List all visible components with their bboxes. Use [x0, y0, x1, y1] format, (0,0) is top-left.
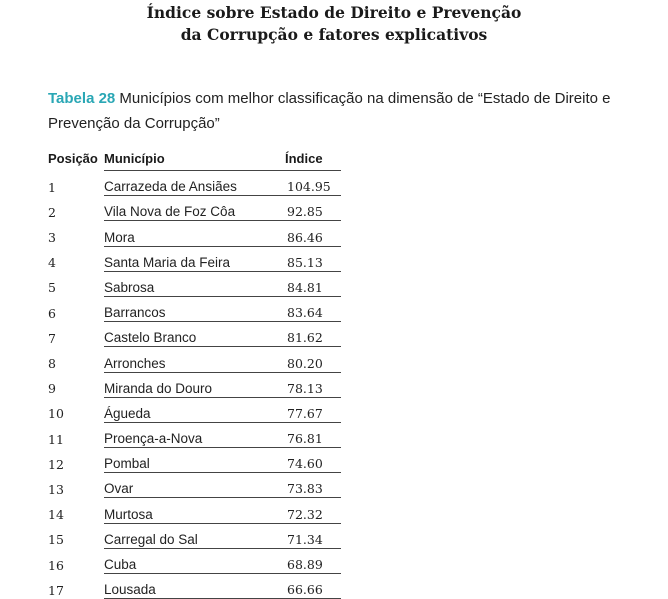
row-municipality-cell: Lousada: [104, 574, 285, 599]
header-municipality: Município: [104, 146, 285, 171]
row-index-cell: 76.81: [285, 422, 341, 447]
row-position-cell: 15: [48, 532, 64, 548]
row-index-cell: 83.64: [285, 296, 341, 321]
row-index-cell: 104.95: [285, 171, 341, 196]
row-municipality-cell: Carrazeda de Ansiães: [104, 171, 285, 196]
row-position-cell: 5: [48, 280, 56, 296]
table-row: [48, 448, 341, 473]
row-municipality-cell: Proença-a-Nova: [104, 422, 285, 447]
table-row: [48, 271, 341, 296]
row-municipality-cell: Murtosa: [104, 498, 285, 523]
row-position-cell: 1: [48, 179, 56, 195]
header-position: Posição: [48, 150, 98, 166]
row-position-cell: 13: [48, 481, 64, 497]
row-position-cell: 6: [48, 305, 56, 321]
table-row: [48, 397, 341, 422]
row-index-cell: 84.81: [285, 271, 341, 296]
row-index-cell: 78.13: [285, 372, 341, 397]
row-municipality-cell: Sabrosa: [104, 271, 285, 296]
row-index-cell: 66.66: [285, 574, 341, 599]
row-index-cell: 74.60: [285, 448, 341, 473]
row-position-cell: 10: [48, 406, 64, 422]
table-row: [48, 498, 341, 523]
section-heading: [0, 2, 668, 46]
row-municipality-cell: Mora: [104, 221, 285, 246]
table-row: [48, 548, 341, 573]
row-municipality-cell: Carregal do Sal: [104, 523, 285, 548]
row-municipality-cell: Arronches: [104, 347, 285, 372]
row-position-cell: 11: [48, 431, 64, 447]
row-position-cell: 12: [48, 456, 64, 472]
row-position-cell: 3: [48, 230, 56, 246]
row-municipality-cell: Vila Nova de Foz Côa: [104, 196, 285, 221]
table-row: [48, 322, 341, 347]
row-position-cell: 16: [48, 557, 64, 573]
row-index-cell: 85.13: [285, 246, 341, 271]
row-position-cell: 9: [48, 381, 56, 397]
table-row: [48, 523, 341, 548]
table-row: [48, 422, 341, 447]
table-row: [48, 196, 341, 221]
row-municipality-cell: Miranda do Douro: [104, 372, 285, 397]
row-municipality-cell: Santa Maria da Feira: [104, 246, 285, 271]
section-heading-line-2: da Corrupção e fatores explicativos: [180, 25, 488, 44]
row-position-cell: 8: [48, 356, 56, 371]
table-row: [48, 221, 341, 246]
row-municipality-cell: Ovar: [104, 473, 285, 498]
table-row: [48, 296, 341, 321]
table-row: [48, 372, 341, 397]
row-municipality-cell: Cuba: [104, 548, 285, 573]
table-row: [48, 574, 341, 599]
row-index-cell: 73.83: [285, 473, 341, 498]
row-municipality-cell: Barrancos: [104, 296, 285, 321]
table-row: [48, 473, 341, 498]
row-index-cell: 80.20: [285, 347, 341, 372]
table-caption-text: Municípios com melhor classificação na dimensão de “Estado de Direito e Prevenção da Corrupção”: [48, 90, 611, 132]
row-position-cell: 2: [48, 204, 56, 220]
row-index-cell: 77.67: [285, 397, 341, 422]
row-position-cell: 17: [48, 582, 64, 598]
row-index-cell: 92.85: [285, 196, 341, 221]
row-municipality-cell: Pombal: [104, 448, 285, 473]
row-municipality-cell: Castelo Branco: [104, 322, 285, 347]
row-position-cell: 4: [48, 255, 56, 271]
table-row: [48, 246, 341, 271]
row-position-cell: 7: [48, 330, 56, 346]
table-body: [48, 171, 341, 599]
row-index-cell: 86.46: [285, 221, 341, 246]
row-position-cell: 14: [48, 507, 64, 523]
table-row: [48, 347, 341, 372]
table-row: [48, 171, 341, 196]
row-municipality-cell: Águeda: [104, 397, 285, 422]
row-index-cell: 81.62: [285, 322, 341, 347]
table-caption: [48, 86, 648, 136]
section-heading-line-1: Índice sobre Estado de Direito e Prevenção: [146, 3, 522, 22]
header-index: Índice: [285, 146, 341, 171]
municipalities-table: [48, 146, 341, 599]
row-index-cell: 68.89: [285, 548, 341, 573]
table-caption-label: Tabela 28: [48, 90, 116, 107]
table-header-row: [48, 146, 341, 171]
row-index-cell: 72.32: [285, 498, 341, 523]
row-index-cell: 71.34: [285, 523, 341, 548]
